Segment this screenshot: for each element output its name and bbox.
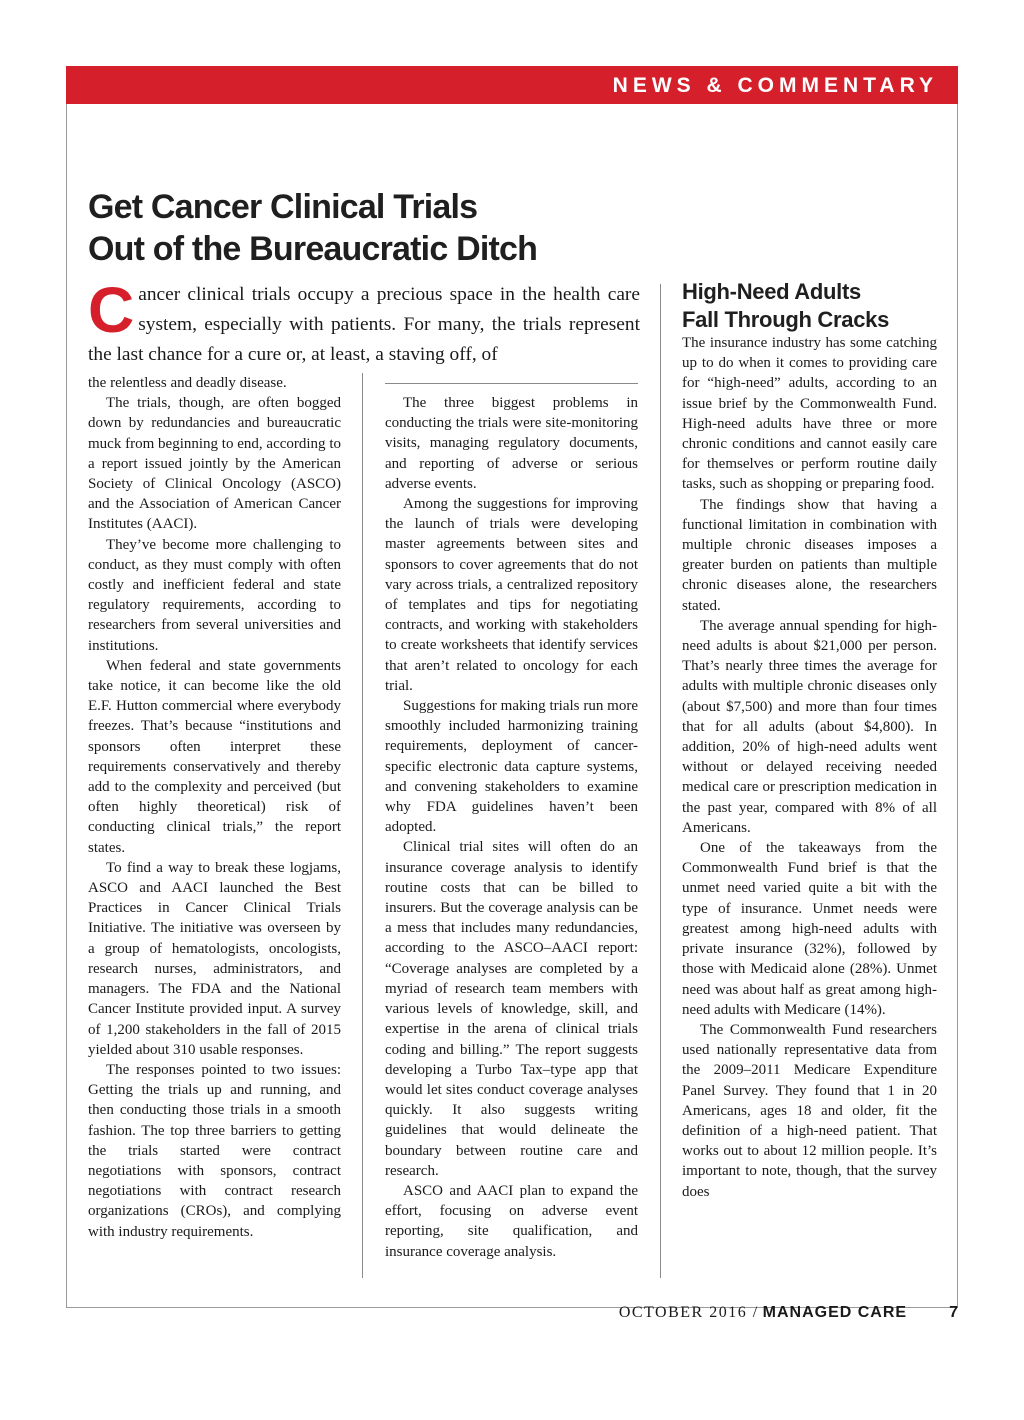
column-divider-2 bbox=[660, 284, 661, 1278]
column-top-rule bbox=[385, 383, 638, 384]
headline-line-1: Get Cancer Clinical Trials bbox=[88, 188, 478, 226]
article-paragraph: The trials, though, are often bogged down by redundancies and bureaucratic muck from beginning to end, according to a report issued jointly by the American Society of Clinical Oncology (ASCO) and the Association of American Cancer Institutes (AACI). bbox=[88, 395, 341, 533]
article-paragraph: When federal and state governments take notice, it can become like the old E.F. Hutton commercial where everybody freezes. That’s because “institutions and sponsors often interpret these requirements conservatively and thereby add to the complexity and perceived (but often highly theoretical) risk of conducting clinical trials,” the report states. bbox=[88, 657, 341, 856]
sidebar-paragraph: The average annual spending for high-need adults is about $21,000 per person. That’s nearly three times the average for adults with multiple chronic diseases only (about $7,500) and more than four times that for all adults (about $4,800). In addition, 20% of high-need adults went without or delayed receiving needed medical care or prescription medication in the past year, compared with 8% of all Americans. bbox=[682, 617, 937, 836]
article-headline bbox=[88, 186, 648, 270]
lead-paragraph bbox=[88, 274, 640, 370]
sidebar-paragraph: The findings show that having a functional limitation in combination with multiple chronic diseases imposes a greater burden on patients than multiple chronic diseases alone, the researchers stated. bbox=[682, 496, 937, 614]
headline-line-2: Out of the Bureaucratic Ditch bbox=[88, 230, 538, 268]
sidebar-column bbox=[682, 333, 937, 1202]
sidebar-paragraph: The insurance industry has some catching up to do when it comes to providing care for “high-need” adults, according to an issue brief by the Commonwealth Fund. High-need adults have three or more chronic conditions and cannot easily care for themselves or perform routine daily tasks, such as shopping or preparing food. bbox=[682, 335, 937, 493]
footer-date: OCTOBER 2016 / bbox=[618, 1304, 759, 1321]
sidebar-headline bbox=[682, 278, 942, 334]
article-paragraph: To find a way to break these logjams, ASCO and AACI launched the Best Practices in Cancer Clinical Trials Initiative. The initiative was overseen by a group of hematologists, oncologists, research nurses, administrators, and managers. The FDA and the National Cancer Institute provided input. A survey of 1,200 stakeholders in the fall of 2015 yielded about 310 usable responses. bbox=[88, 859, 341, 1058]
article-paragraph: the relentless and deadly disease. bbox=[88, 375, 287, 391]
sidebar-headline-line-1: High-Need Adults bbox=[682, 279, 861, 304]
article-paragraph: ASCO and AACI plan to expand the effort, focusing on adverse event reporting, site qualification, and insurance coverage analysis. bbox=[385, 1182, 638, 1260]
lead-text: ancer clinical trials occupy a precious space in the health care system, especially with patients. For many, the trials represent the last chance for a cure or, at least, a staving off, of bbox=[88, 284, 640, 365]
sidebar-headline-line-2: Fall Through Cracks bbox=[682, 307, 890, 332]
page-footer bbox=[619, 1302, 958, 1324]
article-paragraph: Suggestions for making trials run more smoothly included harmonizing training requirements, deployment of cancer-specific electronic data capture systems, and convening stakeholders to examine why FDA guidelines haven’t been adopted. bbox=[385, 698, 638, 836]
article-paragraph: Among the suggestions for improving the launch of trials were developing master agreements between sites and sponsors to cover agreements that do not vary across trials, a centralized repository of templates and tips for negotiating contracts, and working with stakeholders to create worksheets that identify services that aren’t related to oncology for each trial. bbox=[385, 496, 638, 694]
sidebar-paragraph: One of the takeaways from the Commonwealth Fund brief is that the unmet need varied quite a bit with the type of insurance. Unmet needs were greatest among high-need adults with private insurance (32%), followed by those with Medicaid alone (28%). Unmet need was about half as great among high-need adults with Medicare (14%). bbox=[682, 840, 937, 1018]
article-paragraph: They’ve become more challenging to conduct, as they must comply with often costly and inefficient federal and state regulatory requirements, according to researchers from several universities and institutions. bbox=[88, 536, 341, 654]
article-paragraph: Clinical trial sites will often do an insurance coverage analysis to identify routine costs that can be billed to insurers. But the coverage analysis can be a mess that includes many redundancies, according to the ASCO–AACI report: “Coverage analyses are completed by a myriad of research team members with various levels of knowledge, skill, and expertise in the arena of clinical trials coding and billing.” The report suggests developing a Turbo Tax–type app that would let sites conduct coverage analyses quickly. It also suggests writing guidelines that would delineate the boundary between routine care and research. bbox=[385, 839, 638, 1179]
article-column-1 bbox=[88, 373, 341, 1242]
section-banner: NEWS & COMMENTARY bbox=[66, 66, 958, 104]
drop-cap: C bbox=[88, 274, 135, 346]
article-column-2 bbox=[385, 393, 638, 1262]
sidebar-paragraph: The Commonwealth Fund researchers used nationally representative data from the 2009–2011 Medicare Expenditure Panel Survey. They found that 1 in 20 Americans, ages 18 and older, fit the definition of a high-need patient. That works out to about 12 million people. It’s important to note, though, that the survey does bbox=[682, 1021, 937, 1200]
footer-publication: MANAGED CARE bbox=[762, 1304, 908, 1321]
article-paragraph: The responses pointed to two issues: Getting the trials up and running, and then conducting those trials in a smooth fashion. The top three barriers to getting the trials started were contract negotiations with sponsors, contract negotiations with contract research organizations (CROs), and complying with industry requirements. bbox=[88, 1061, 341, 1240]
page-number: 7 bbox=[949, 1304, 958, 1321]
column-divider-1 bbox=[362, 373, 363, 1278]
article-paragraph: The three biggest problems in conducting the trials were site-monitoring visits, managing regulatory documents, and reporting of adverse or serious adverse events. bbox=[385, 395, 638, 492]
